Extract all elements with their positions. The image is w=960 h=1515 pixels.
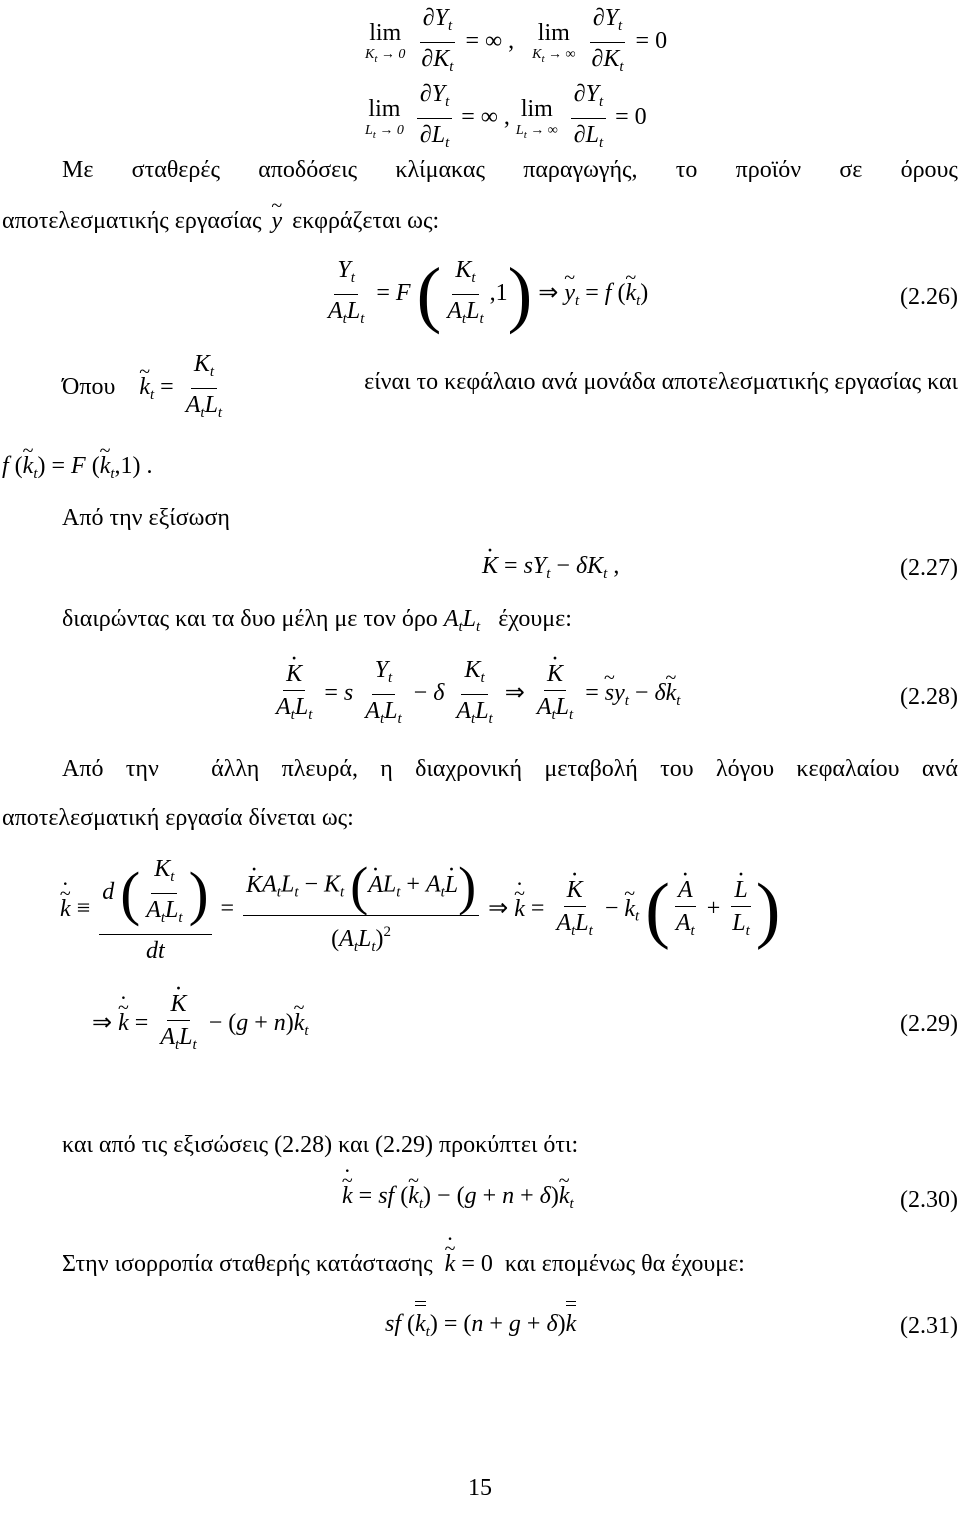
paragraph-line: Στην ισορροπία σταθερής κατάστασης ~ k · = 0 και επομένως θα έχουμε: [62,1250,745,1278]
limits-capital: lim $K_t \to 0$ $\frac{\partial Y_t}{\partial K_t}$ = ∞ , lim $K_t$ → ∞ $\frac{\partial Y_t}{\partial K_t}$ = 0 [365,5,668,75]
equation-2-26: $\frac{Y_t}{A_tL_t}$ = F ( $\frac{K_t}{A_tL_t}$ ,1) ⇒ y $\sim_t = f$ (k $\sim_t$) [322,256,648,333]
equation-number: (2.27) [900,555,958,581]
definition-text: είναι το κεφάλαιο ανά μονάδα αποτελεσματικής εργασίας και [364,369,958,395]
equation-number: (2.31) [900,1313,958,1339]
paragraph-line: αποτελεσματική εργασία δίνεται ως: [2,805,354,831]
paragraph-line: αποτελεσματικής εργασίας y ~ εκφράζεται ως: [2,207,439,235]
paragraph-line: Από την εξίσωση [62,505,230,531]
equation-2-27: K · = $sY_t - \delta K_t$ , [482,552,619,588]
equation-number: (2.28) [900,684,958,710]
equation-derivative: ~ k · ≡ d ( $\frac{K_t}{A_tL_t}$ ) dt = $\frac{K \cdot A_tL_t - K_t (A \cdot L_t + A_tL \cdot)}{(A_tL_t)^2}$ ⇒ ~ k · = $\frac{K \cdot}{A_tL_t}$ − k $\sim_t$ ( $\frac{A \cdot}{A_t}$ + $\frac{L \cdot}{L_t}$ ) [60,855,780,965]
definition-line: Όπου k $\sim_t$ = $\frac{K_t}{A_tL_t}$ [62,350,228,427]
equation-number: (2.29) [900,1011,958,1037]
paragraph-line: και από τις εξισώσεις (2.28) και (2.29) προκύπτει ότι: [62,1132,579,1158]
equation-2-29: ⇒ ~ k · = $\frac{K \cdot}{A_tL_t}$ − (g + n)k $\sim_t$ [92,990,309,1059]
limits-labor: lim $L_t \to 0$ $\frac{\partial Y_t}{\partial L_t}$ = ∞ , lim $L_t$ → ∞ $\frac{\partial Y_t}{\partial L_t}$ = 0 [365,81,647,151]
paragraph-line: Από την άλλη πλευρά, η διαχρονική μεταβολή του λόγου κεφαλαίου ανά [62,756,958,782]
equation-2-28: $\frac{K \cdot}{A_tL_t}$ = s $\frac{Y_t}{A_tL_t}$ − δ $\frac{K_t}{A_tL_t}$ ⇒ $\frac{K \cdot}{A_tL_t}$ = s $\sim y_t - \delta k$ $\sim_t$ [270,656,680,733]
equation-number: (2.26) [900,284,958,310]
paragraph-line: διαιρώντας και τα δυο μέλη με τον όρο $A_tL_t$ έχουμε: [62,606,572,635]
equation-2-31: sf $(k_t) = (n + g + \delta)k$ [385,1311,577,1340]
equation-number: (2.30) [900,1187,958,1213]
page-number: 15 [468,1475,492,1501]
equation-2-30: ~ k · = sf (k $\sim_t) - (g + n + \delta)k$ $\sim_t$ [342,1182,574,1218]
paragraph-line: Με σταθερές αποδόσεις κλίμακας παραγωγής, το προϊόν σε όρους [62,157,958,183]
intensive-form: f (k $\sim_t) = F$ (k $\sim_t,1$) . [2,452,153,488]
